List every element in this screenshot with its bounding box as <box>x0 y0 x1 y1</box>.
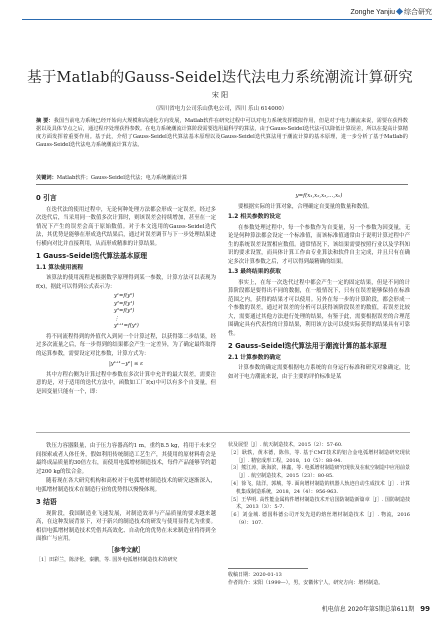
article-divider <box>36 432 410 433</box>
algo-paragraph-3: 其中方程右侧为计算过程中参数在多次计算中允许的最大误差，需要注意的是，对于适用的迭代方法中，函数如工厂f(x)中可以有多个自变量，但是因变量只能有一个，即： <box>36 371 216 395</box>
section-2-heading: 2 Gauss-Seidel迭代算法用于潮流计算的基本原理 <box>228 342 387 350</box>
reference-item: ［4］徐飞，陆洋，郭虓，等. 面向增材制造的机器人轨迹自动生成技术［J］. 计算机集成制造系统，2018，24（4）：956-963. <box>228 480 410 495</box>
reference-item: ［1］田彩兰，陈济伦，秦鹏，等. 国外电弧增材制造技术的研究 <box>36 557 178 563</box>
page-header <box>0 0 440 24</box>
equation-system-1 <box>114 293 216 331</box>
author-bio: 作者简介：宋阳（1999—），男，安徽休宁人，研究方向：增材制造。 <box>228 580 384 586</box>
references-heading: ［参考文献］ <box>107 546 144 554</box>
equation-line: y¹=f(y⁰) <box>114 293 135 299</box>
reference-item: 状及展望［J］. 航天制造技术，2015（2）：57-60. <box>228 442 343 448</box>
abstract-rule <box>36 184 408 185</box>
article-title: 基于Matlab的Gauss-Seidel迭代法电力系统潮流计算研究 <box>27 70 413 86</box>
abstract-label: 摘 要： <box>36 118 54 124</box>
reference-item: ［2］耿轶，黄本德，陈伟，等. 基于CMT技术的铝合金电弧增材制造研究现状［J］. 精密成形工程，2018，10（5）：88-94. <box>228 449 410 464</box>
intro-paragraph: 在迭代法的使用过程中，无论何种处理方法都会形成一定误差，经过多次迭代后，当采用同一数值多次计算时，则该误差会持续增加，甚至在一定情况下产生的误差会高于原始数值。对于本文选用的Gauss-Seidel迭代法，其优势是能够在形成迭代结果后，通过对误差调节与下一步处理结果进行横向对比并直接利用，从而形成精准的计算结果。 <box>36 206 216 247</box>
subsection-1-2-heading: 1.2 相关参数的设定 <box>228 214 281 220</box>
section-0-heading: 0 引言 <box>36 194 57 202</box>
previous-article-paragraph-2: 随着现在各大研究机构和高校对于电弧增材制造技术的研究逐渐深入，电弧增材制造技术在制造行业的优势得以慢慢体现。 <box>36 478 216 493</box>
equation-line: y³=f(y²) <box>114 308 135 315</box>
journal-brand <box>351 7 433 17</box>
abstract <box>36 117 408 149</box>
header-rule <box>22 19 432 20</box>
keywords <box>36 174 408 181</box>
footnote-rule <box>228 568 308 569</box>
subsection-1-1-heading: 1.1 算法使用流程 <box>36 264 84 271</box>
section-3-heading: 3 结语 <box>36 498 57 506</box>
algo-paragraph-1: 该算法的使用流程是根据数学原理得到某一参数，计算方法可以表现为f(x)，据此可以得到公式表示为： <box>36 275 216 290</box>
brand-left: Zonghe Yanjiu <box>350 9 395 16</box>
page-footer <box>322 604 430 613</box>
diamond-icon <box>396 8 403 15</box>
article-footnote <box>228 568 410 587</box>
equation-3: y=f(x₁,x₂,x₃,…,xₙ) <box>295 193 343 199</box>
section-1-heading: 1 Gauss-Seidel迭代算法基本原理 <box>36 252 148 260</box>
page-number: 99 <box>420 605 430 613</box>
equation-line: yᵏ⁺¹=f(yᵏ) <box>114 323 139 330</box>
lower-left-column <box>36 442 216 565</box>
received-date: 收稿日期：2020-01-13 <box>228 572 282 578</box>
brand-right: 综合研究 <box>404 9 432 16</box>
subsection-2-1-heading: 2.1 计算参数的确定 <box>228 354 281 361</box>
abstract-text: 我国当前电力系统已经开始向大规模和高速化方向发展，Matlab软件在研究过程中可以对电力系统发挥模拟作用，但是对于电力潮流来说，需要在获得数据以及具体节点之后，通过程序处理获得参数。在电力系统潮流计算阶段需要选用最科学的算法，由于Gauss-Seidel迭代法可以降低计算误差，所以在提高计算精度方面发挥着重要作用。基于此，介绍了Gauss-Seidel迭代算法基本原理以及Gauss-Seidel迭代算法用于潮流计算的基本原理，进一步分析了基于Matlab的Gauss-Seidel迭代法电力系统潮流计算方法。 <box>36 118 408 148</box>
equation-line: ⋮ <box>114 315 120 322</box>
equation-2: |yᵏ⁺¹−yᵏ| ≤ ε <box>108 361 143 368</box>
previous-article-paragraph: 铁压力容器限量，由于压力容器高约1 m，重约8.5 kg，将用于未来空间探索或者人体任务，假如利用传统制造工艺生产，其使用的原材料将会是最终成品质量的30倍左右，而使用电弧增材制造技术，每件产品能够节约超过200 kg的钛合金。 <box>36 443 216 475</box>
reference-item: ［6］刘金城. 德国科德公司开发先进的熔丝增材制造技术［J］. 物流，2016（9）：107. <box>228 512 410 526</box>
algo-paragraph-2: 将不同流程得到的外值代入到同一个计算过程，以获得第二步结果，经过多次流量之后，每一步得到的结果都会产生一定差异，为了确定最终取得的运算参数，需要设定对比参数，计算方式为： <box>36 333 216 357</box>
subsection-1-3-heading: 1.3 最终结果的获取 <box>228 269 281 275</box>
keywords-text: Matlab软件；Gauss-Seidel迭代法；电力系统潮流计算 <box>56 175 188 181</box>
algo-paragraph-4: 要根据实际的计算对象，合理确定自变量的数量和数值。 <box>238 203 373 210</box>
equation-line: y²=f(y¹) <box>114 300 135 307</box>
conclusion-paragraph: 现阶段，我国制造业飞速发展，对制造效率与产品质量的要求越来越高，在这种发展背景下，对于新兴的制造技术的研发与使用显得尤为重要。相信电弧增材制造技术凭借其高效化、自动化的优势在未来制造业将得到全面推广与应用。 <box>36 510 216 542</box>
calc-paragraph: 计算参数的确定需要根据电力系统的自身运行标准和研究对象确定，比如对于电力潮流来说，由于主要的评价标准是某 <box>228 365 410 380</box>
reference-item: ［3］熊江涛，耿海滨，林鑫，等. 电弧增材制造研究现状及在航空制造中应用前景［J］. 航空制造技术，2015（23）：80-85. <box>228 465 410 480</box>
param-paragraph: 在参数处理过程中，每一个参数作为自变量，另一个参数为因变量，无论是何种算法都会设定一个标准值，而该标准值通常由于说明计算过程中产生的系统误差设置相应数值。通常情况下，该结果需要按照行业以及学科知识的要求设置，而具体计算工作由专业算法和软件自主完成，并且只有在确定多次计算参数之后，才可以得到最精确的结果。 <box>228 224 410 265</box>
affiliation: （四川省电力公司乐山供电公司，四川 乐山 614000） <box>152 106 288 112</box>
left-column <box>36 190 216 397</box>
lower-right-column <box>228 442 410 528</box>
result-paragraph: 事实上，在每一次迭代过程中都会产生一定的固定结果，但是不同的计算阶段都是要得出不同的数据，在一般情况下，只有在误差能够保持在标准范围之内，获得的结果才可以使用。另外在每一步的计算阶段，都会形成一个参数的误差，通过对误差的分析可以获得该阶段误差的数值，若误差比较大，需要通过其他方法进行处理的结果，有鉴于此，需要根据误差的合理范围确定具有代表性的计算结果，利用该方法可以使实际获得的结果具有可靠性。 <box>228 279 410 337</box>
reference-item: ［5］王华明. 高性能金属构件增材制造技术开启国防制造新篇章［J］. 国防制造技术，2013（3）：5-7. <box>228 496 410 511</box>
keywords-label: 关键词： <box>36 175 57 181</box>
right-column <box>228 190 410 382</box>
journal-issue: 机电信息 2020年第5期总第611期 <box>321 606 415 613</box>
author: 宋 阳 <box>211 91 229 99</box>
